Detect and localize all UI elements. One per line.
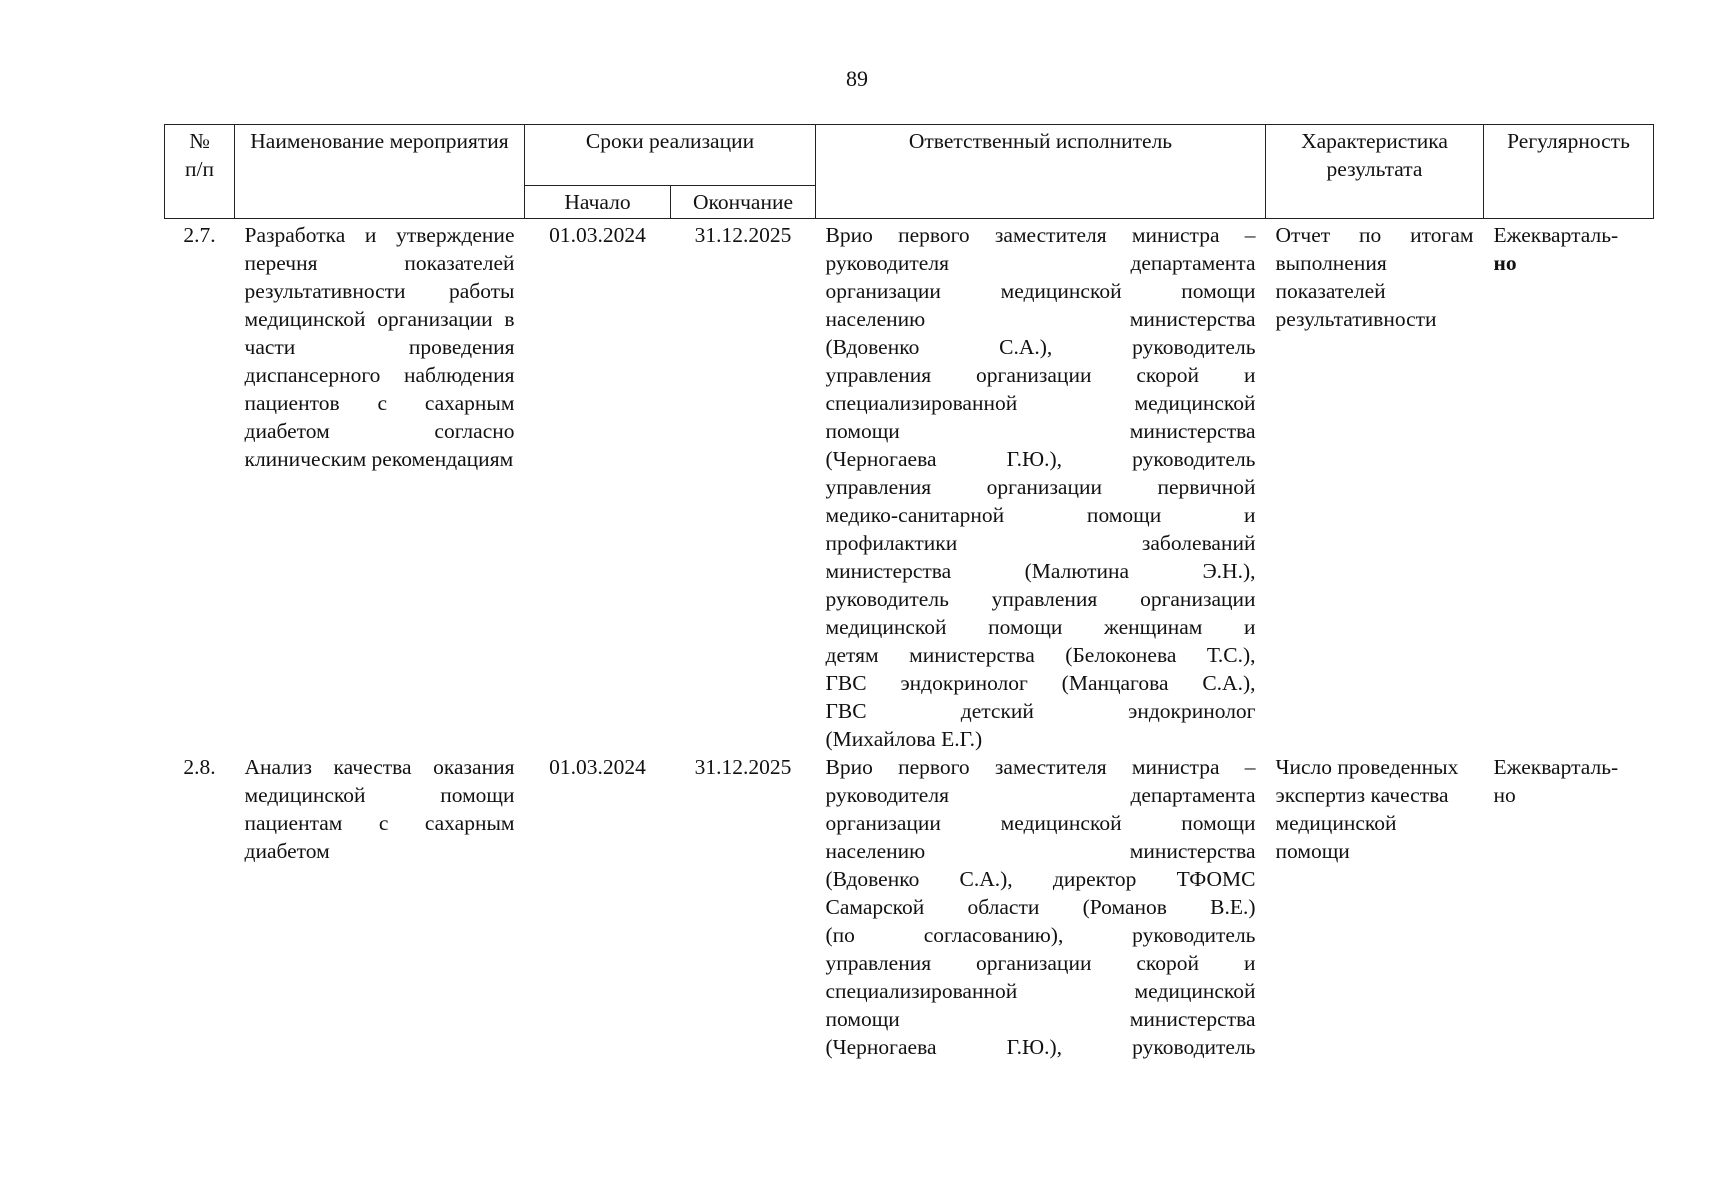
header-end: Окончание <box>671 186 816 219</box>
end-date: 31.12.2025 <box>694 223 792 247</box>
responsible-line: помощи министерства <box>825 419 1256 443</box>
responsible-line: специализированной медицинской <box>825 391 1256 415</box>
responsible-line: ГВС эндокринолог (Манцагова С.А.), <box>825 671 1256 695</box>
table-row <box>165 219 1654 754</box>
responsible-line: медицинской помощи женщинам и <box>825 615 1256 639</box>
regularity <box>1484 219 1654 754</box>
header-result: Характеристика результата <box>1266 125 1484 219</box>
result-characteristic: Число проведенных экспертиз качества медицинской помощи <box>1275 755 1459 863</box>
header-responsible: Ответственный исполнитель <box>816 125 1266 219</box>
result-characteristic: Отчет по итогам выполнения показателей результативности <box>1275 223 1474 331</box>
responsible-line: медико-санитарной помощи и <box>825 503 1256 527</box>
start-date: 01.03.2024 <box>549 755 646 779</box>
start-date: 01.03.2024 <box>549 223 646 247</box>
responsible-line: (Черногаева Г.Ю.), руководитель <box>825 447 1256 471</box>
responsible-line: Самарской области (Романов В.Е.) <box>825 895 1256 919</box>
responsible-line: руководителя департамента <box>825 251 1256 275</box>
responsible-line: управления организации первичной <box>825 475 1256 499</box>
responsible-line: (Черногаева Г.Ю.), руководитель <box>825 1035 1256 1059</box>
responsible-line: помощи министерства <box>825 1007 1256 1031</box>
page-number: 89 <box>846 66 868 91</box>
header-number <box>165 125 235 219</box>
row-number: 2.7. <box>183 223 216 247</box>
responsible-executor <box>816 219 1266 754</box>
activity-name: Анализ качества оказания медицинской помощи пациентам с сахарным диабетом <box>244 755 515 863</box>
responsible-line: организации медицинской помощи <box>825 811 1256 835</box>
responsible-line: руководитель управления организации <box>825 587 1256 611</box>
regularity-part2: но <box>1493 783 1516 807</box>
end-date: 31.12.2025 <box>694 755 792 779</box>
header-regularity: Регулярность <box>1484 125 1654 219</box>
responsible-line: ГВС детский эндокринолог <box>825 699 1256 723</box>
responsible-executor <box>816 753 1266 1061</box>
responsible-line: Врио первого заместителя министра – <box>825 755 1256 779</box>
responsible-line: населению министерства <box>825 839 1256 863</box>
header-activity-name: Наименование мероприятия <box>235 125 525 219</box>
responsible-line: (Михайлова Е.Г.) <box>825 727 983 751</box>
responsible-line: министерства (Малютина Э.Н.), <box>825 559 1256 583</box>
header-number-line2: п/п <box>185 157 214 181</box>
responsible-line: Врио первого заместителя министра – <box>825 223 1256 247</box>
regularity-part1: Ежекварталь- <box>1493 223 1619 247</box>
responsible-line: организации медицинской помощи <box>825 279 1256 303</box>
regularity-part2: но <box>1493 251 1517 275</box>
responsible-line: управления организации скорой и <box>825 363 1256 387</box>
activity-name: Разработка и утверждение перечня показателей результативности работы медицинской организации в части проведения диспансерного наблюдения пациентов с сахарным диабетом согласно клиническим рекомендациям <box>244 223 515 471</box>
responsible-line: (Вдовенко С.А.), директор ТФОМС <box>825 867 1256 891</box>
responsible-line: профилактики заболеваний <box>825 531 1256 555</box>
responsible-line: детям министерства (Белоконева Т.С.), <box>825 643 1256 667</box>
responsible-line: (по согласованию), руководитель <box>825 923 1256 947</box>
header-number-line1: № <box>189 129 210 153</box>
activities-table <box>164 124 1654 1061</box>
regularity-part1: Ежекварталь- <box>1493 755 1619 779</box>
responsible-line: управления организации скорой и <box>825 951 1256 975</box>
responsible-line: (Вдовенко С.А.), руководитель <box>825 335 1256 359</box>
regularity <box>1484 753 1654 1061</box>
header-implementation-period: Сроки реализации <box>525 125 816 186</box>
table-row <box>165 753 1654 1061</box>
responsible-line: руководителя департамента <box>825 783 1256 807</box>
responsible-line: населению министерства <box>825 307 1256 331</box>
header-start: Начало <box>525 186 671 219</box>
row-number: 2.8. <box>183 755 216 779</box>
responsible-line: специализированной медицинской <box>825 979 1256 1003</box>
